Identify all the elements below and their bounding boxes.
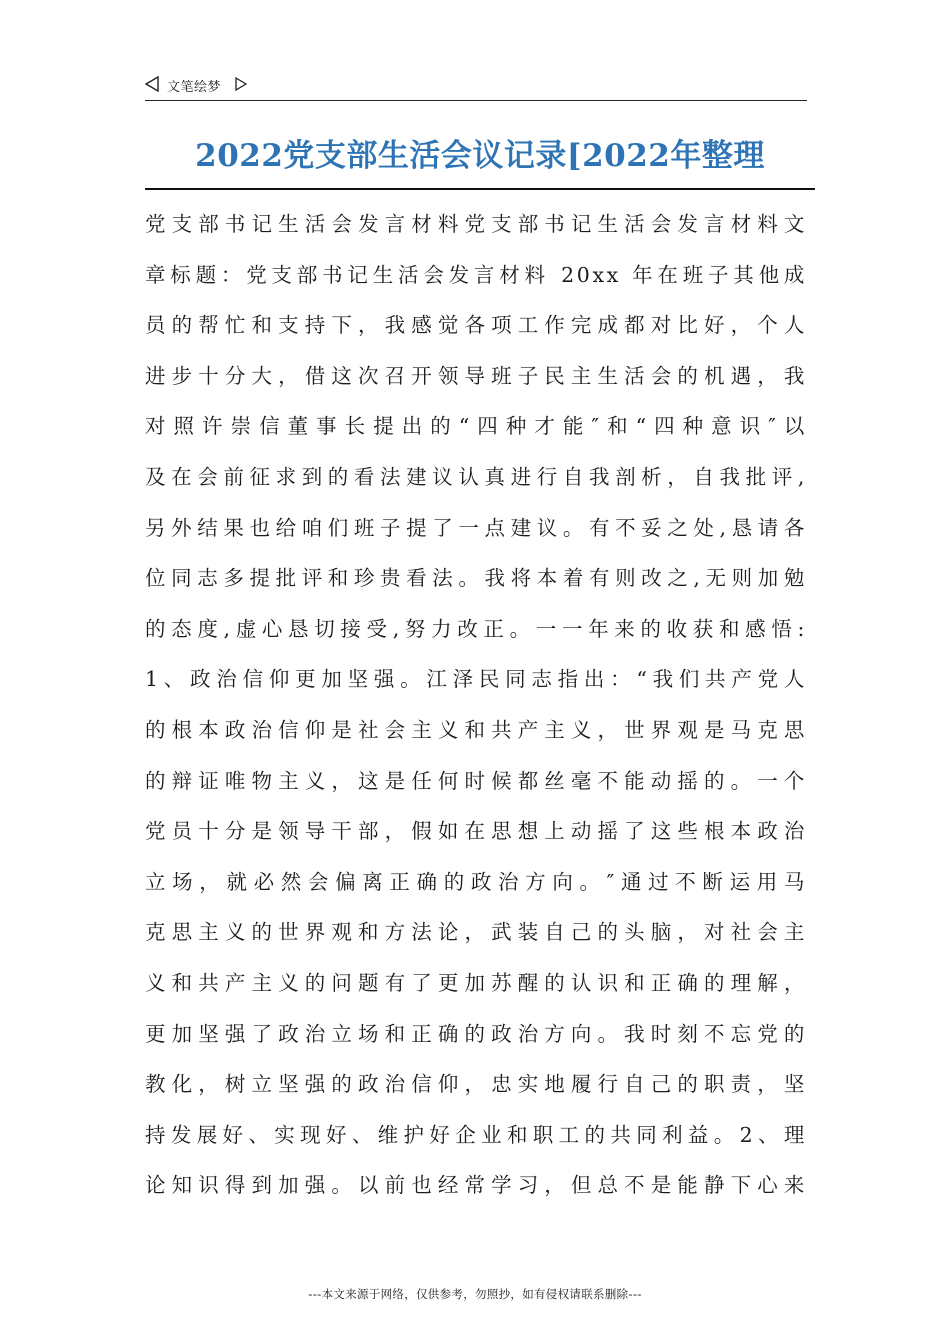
body-line: 更加坚强了政治立场和正确的政治方向。我时刻不忘党的 [145, 1021, 807, 1046]
body-line: 的辩证唯物主义，这是任何时候都丝毫不能动摇的。一个 [145, 768, 807, 793]
body-line: 立场，就必然会偏离正确的政治方向。″通过不断运用马 [145, 869, 807, 894]
body-line: 的根本政治信仰是社会主义和共产主义，世界观是马克思 [145, 717, 807, 742]
header-brand: 文笔绘梦 [167, 80, 222, 95]
body-line: 章标题：党支部书记生活会发言材料 20xx 年在班子其他成 [145, 262, 807, 287]
page-header [145, 72, 807, 101]
triangle-left-icon [145, 76, 159, 92]
body-line: 位同志多提批评和珍贵看法。我将本着有则改之,无则加勉 [145, 566, 807, 591]
body-line: 论知识得到加强。以前也经常学习，但总不是能静下心来 [145, 1173, 807, 1198]
body-line: 对照许崇信董事长提出的“四种才能″和“四种意识″以 [145, 414, 807, 439]
body-line: 及在会前征求到的看法建议认真进行自我剖析，自我批评, [145, 464, 807, 489]
body-line: 党支部书记生活会发言材料党支部书记生活会发言材料文 [145, 212, 807, 236]
body-line: 进步十分大，借这次召开领导班子民主生活会的机遇，我 [145, 363, 807, 388]
body-line: 员的帮忙和支持下，我感觉各项工作完成都对比好，个人 [145, 313, 807, 338]
body-line: 的态度,虚心恳切接受,努力改正。一一年来的收获和感悟: [145, 616, 807, 641]
body-line: 1、政治信仰更加坚强。江泽民同志指出：“我们共产党人 [145, 667, 807, 692]
body-line: 义和共产主义的问题有了更加苏醒的认识和正确的理解， [145, 970, 807, 995]
document-body [145, 199, 807, 1211]
body-line: 持发展好、实现好、维护好企业和职工的共同利益。2、理 [145, 1122, 807, 1147]
body-line: 另外结果也给咱们班子提了一点建议。有不妥之处,恳请各 [145, 515, 807, 540]
triangle-right-icon [235, 77, 247, 91]
footer-notice: ---本文来源于网络，仅供参考，勿照抄，如有侵权请联系删除--- [308, 1287, 642, 1301]
body-line: 教化，树立坚强的政治信仰，忠实地履行自己的职责，坚 [145, 1072, 807, 1097]
document-title: 2022党支部生活会议记录[2022年整理 [195, 138, 765, 174]
body-line: 克思主义的世界观和方法论，武装自己的头脑，对社会主 [145, 920, 807, 945]
body-line: 党员十分是领导干部，假如在思想上动摇了这些根本政治 [145, 819, 807, 844]
title-divider [145, 188, 815, 190]
